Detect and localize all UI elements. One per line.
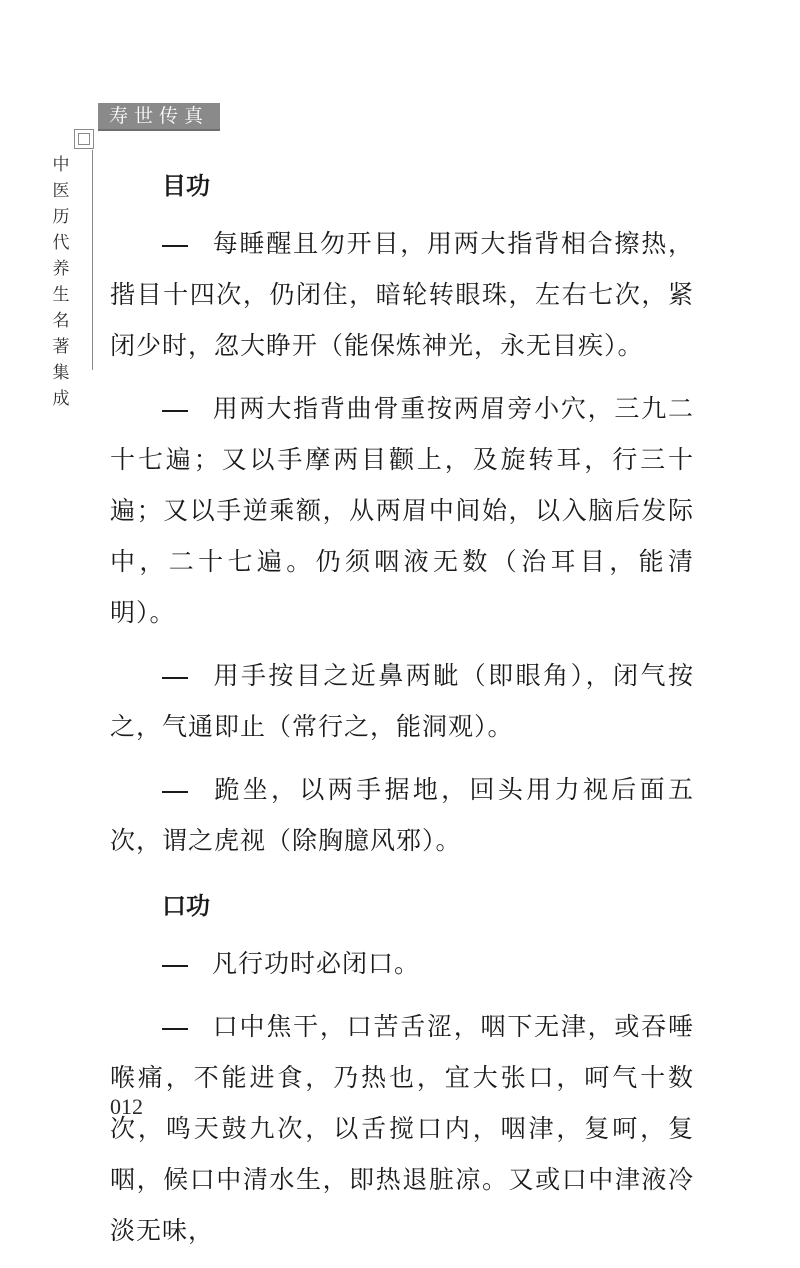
paragraph-text: 跪坐，以两手据地，回头用力视后面五次，谓之虎视（除胸臆风邪）。 — [110, 775, 694, 855]
series-char: 名 — [52, 311, 70, 331]
side-rule — [92, 150, 93, 370]
header-rule — [98, 129, 220, 131]
paragraph-text: 用手按目之近鼻两眦（即眼角），闭气按之，气通即止（常行之，能洞观）。 — [110, 661, 694, 741]
book-title-tab: 寿世传真 — [98, 103, 220, 129]
series-title-vertical — [50, 152, 72, 412]
dash-marker — [162, 965, 188, 967]
series-char: 生 — [52, 285, 70, 305]
series-char: 中 — [52, 155, 70, 175]
page-number: 012 — [110, 1094, 143, 1119]
paragraph — [110, 218, 694, 371]
paragraph — [110, 383, 694, 638]
dash-marker — [162, 791, 188, 793]
paragraph — [110, 938, 694, 989]
series-char: 成 — [52, 389, 70, 409]
dash-marker — [162, 245, 188, 247]
paragraph-text: 口中焦干，口苦舌涩，咽下无津，或吞唾喉痛，不能进食，乃热也，宜大张口，呵气十数次，鸣天鼓九次，以舌搅口内，咽津，复呵，复咽，候口中清水生，即热退脏凉。又或口中津液冷淡无味， — [110, 1012, 694, 1245]
paragraph — [110, 764, 694, 866]
dash-marker — [162, 1028, 188, 1030]
paragraph — [110, 1001, 694, 1256]
dash-marker — [162, 677, 188, 679]
series-char: 代 — [52, 233, 70, 253]
series-char: 集 — [52, 363, 70, 383]
section-heading-mouth: 口功 — [162, 892, 210, 920]
series-char: 著 — [52, 337, 70, 357]
paragraph-text: 每睡醒且勿开目，用两大指背相合擦热，揩目十四次，仍闭住，暗轮转眼珠，左右七次，紧闭少时，忽大睁开（能保炼神光，永无目疾）。 — [110, 229, 694, 360]
series-char: 历 — [52, 207, 70, 227]
paragraph-text: 凡行功时必闭口。 — [212, 949, 421, 978]
page-body — [110, 168, 694, 1268]
series-char: 医 — [52, 181, 70, 201]
paragraph-text: 用两大指背曲骨重按两眉旁小穴，三九二十七遍；又以手摩两目颧上，及旋转耳，行三十遍；又以手逆乘额，从两眉中间始，以入脑后发际中，二十七遍。仍须咽液无数（治耳目，能清明）。 — [110, 394, 694, 627]
section-heading-eye: 目功 — [162, 172, 210, 200]
paragraph — [110, 650, 694, 752]
series-char: 养 — [52, 259, 70, 279]
corner-ornament-inner — [78, 133, 90, 145]
dash-marker — [162, 410, 188, 412]
